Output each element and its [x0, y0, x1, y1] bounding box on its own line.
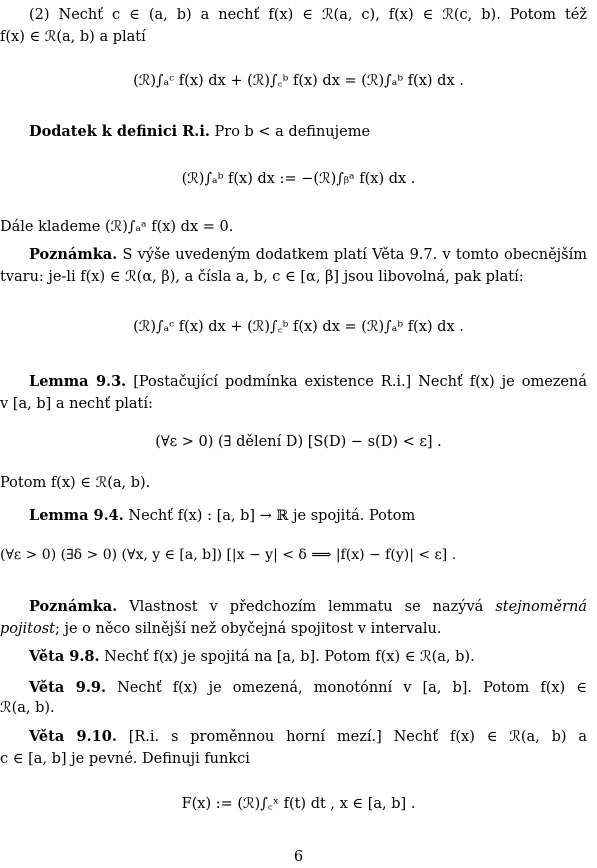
paragraph-poznamka-2 [29, 596, 587, 618]
heading-veta-9-10: Věta 9.10. [29, 728, 117, 745]
heading-lemma-9-4: Lemma 9.4. [29, 507, 124, 524]
paragraph-dodatek [29, 121, 597, 143]
text-run: Nechť f(x) je omezená, monotónní v [a, b]. Potom f(x) ∈ [106, 680, 588, 696]
paragraph-veta-9-10 [29, 726, 587, 748]
text-line: f(x) ∈ ℛ(a, b) a platí [0, 29, 146, 45]
text-run: S výše uvedeným dodatkem platí Věta 9.7. v tomto obecnějším [117, 247, 587, 263]
equation: (∀ε > 0) (∃δ > 0) (∀x, y ∈ [a, b]) [|x − y| < δ ⟹ |f(x) − f(y)| < ε] . [0, 547, 457, 563]
text-line: c ∈ [a, b] je pevné. Definuji funkci [0, 751, 250, 767]
paragraph-veta-9-8 [29, 646, 597, 668]
emphasis: pojitost [0, 621, 55, 637]
text-run: Pro b < a definujeme [209, 124, 371, 140]
equation: (∀ε > 0) (∃ dělení D) [S(D) − s(D) < ε] . [155, 434, 442, 450]
paragraph-poznamka-1 [29, 244, 587, 266]
text-line: tvaru: je-li f(x) ∈ ℛ(α, β), a čísla a, b, c ∈ [α, β] jsou libovolná, pak platí: [0, 269, 524, 285]
text-line: Dále klademe (ℛ)∫ₐᵃ f(x) dx = 0. [0, 219, 234, 235]
text-line: (2) Nechť c ∈ (a, b) a nechť f(x) ∈ ℛ(a, c), f(x) ∈ ℛ(c, b). Potom též [29, 7, 587, 23]
text-line [0, 618, 597, 640]
text-run: Nechť f(x) : [a, b] → ℝ je spojitá. Potom [123, 508, 416, 524]
text-line: v [a, b] a nechť platí: [0, 396, 153, 412]
paragraph-veta-9-9 [29, 677, 587, 699]
heading-veta-9-9: Věta 9.9. [29, 679, 107, 696]
page-number: 6 [293, 849, 304, 865]
heading-dodatek: Dodatek k definici R.i. [29, 123, 210, 140]
heading-lemma-9-3: Lemma 9.3. [29, 373, 127, 390]
paragraph-lemma-9-4 [29, 505, 597, 527]
text-line: ℛ(a, b). [0, 700, 55, 716]
equation: (ℛ)∫ₐᵇ f(x) dx := −(ℛ)∫ᵦᵃ f(x) dx . [181, 171, 416, 187]
text-run: [R.i. s proměnnou horní mezí.] Nechť f(x) ∈ ℛ(a, b) a [116, 729, 587, 745]
heading-veta-9-8: Věta 9.8. [29, 648, 100, 665]
text-run: Nechť f(x) je spojitá na [a, b]. Potom f(x) ∈ ℛ(a, b). [99, 649, 475, 665]
emphasis: stejnoměrná [495, 599, 587, 615]
text-run: Vlastnost v předchozím lemmatu se nazývá [117, 599, 496, 615]
equation: (ℛ)∫ₐᶜ f(x) dx + (ℛ)∫꜀ᵇ f(x) dx = (ℛ)∫ₐᵇ f(x) dx . [133, 319, 464, 335]
equation: F(x) := (ℛ)∫꜀ˣ f(t) dt , x ∈ [a, b] . [181, 796, 416, 812]
heading-poznamka: Poznámka. [29, 598, 118, 615]
text-line: Potom f(x) ∈ ℛ(a, b). [0, 475, 151, 491]
text-run: [Postačující podmínka existence R.i.] Nechť f(x) je omezená [126, 374, 587, 390]
text-run: ; je o něco silnější než obyčejná spojitost v intervalu. [54, 621, 442, 637]
paragraph-lemma-9-3 [29, 371, 587, 393]
heading-poznamka: Poznámka. [29, 246, 118, 263]
equation: (ℛ)∫ₐᶜ f(x) dx + (ℛ)∫꜀ᵇ f(x) dx = (ℛ)∫ₐᵇ f(x) dx . [133, 73, 464, 89]
